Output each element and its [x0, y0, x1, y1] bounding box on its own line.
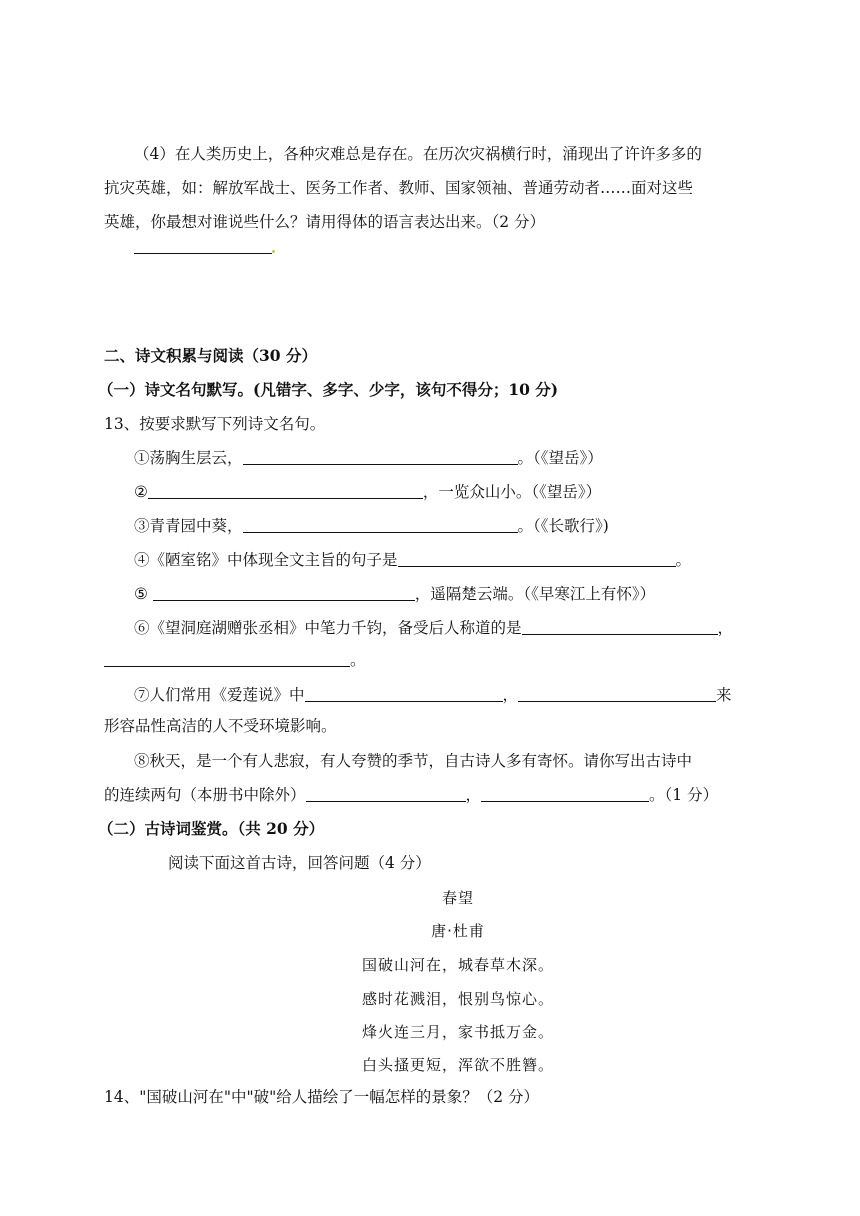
poem-line: 国破山河在，城春草木深。: [361, 956, 554, 974]
section-heading: 二、诗文积累与阅读（30 分）: [104, 346, 317, 365]
blank-6b[interactable]: [104, 650, 350, 667]
q4-line-3: 英雄，你最想对谁说些什么？请用得体的语言表达出来。（2 分）: [104, 213, 546, 231]
item-1-text: ①荡胸生层云，: [134, 449, 243, 467]
item-8-line-2: [104, 784, 718, 806]
item-4-end: 。: [675, 551, 692, 569]
part2-heading: （二）古诗词鉴赏。（共 20 分）: [98, 819, 325, 838]
item-2-text: ②: [134, 483, 148, 501]
item-5-text: ⑤: [134, 585, 153, 603]
blank-8b[interactable]: [481, 785, 649, 802]
poem-author: 唐·杜甫: [431, 922, 485, 940]
q4-line-1: （4）在人类历史上，各种灾难总是存在。在历次灾祸横行时，涌现出了许许多多的: [134, 145, 702, 163]
q4-line-2: 抗灾英雄，如：解放军战士、医务工作者、教师、国家领袖、普通劳动者……面对这些: [104, 179, 694, 197]
poem-intro: 阅读下面这首古诗，回答问题（4 分）: [168, 854, 431, 872]
item-6-comma: ，: [717, 619, 734, 637]
blank-4[interactable]: [398, 550, 676, 567]
item-8-line-1: ⑧秋天，是一个有人悲寂，有人夸赞的季节，自古诗人多有寄怀。请你写出古诗中: [134, 752, 693, 770]
answer-blank[interactable]: [134, 237, 272, 254]
item-1-source: 。（《望岳》）: [517, 449, 603, 467]
item-2-source: ，一览众山小。（《望岳》）: [422, 483, 602, 501]
item-7-text: ⑦人们常用《爱莲说》中: [134, 686, 305, 704]
poem-title: 春望: [441, 889, 474, 907]
blank-7a[interactable]: [305, 685, 503, 702]
item-4: [134, 549, 691, 571]
item-8-score: 。（1 分）: [649, 786, 719, 804]
q4-answer-line[interactable]: [134, 236, 275, 258]
item-6-text: ⑥《望洞庭湖赠张丞相》中笔力千钧，备受后人称道的是: [134, 619, 522, 637]
item-8-comma: ，: [465, 786, 482, 804]
blank-2[interactable]: [148, 482, 423, 499]
blank-8a[interactable]: [306, 785, 466, 802]
blank-3[interactable]: [243, 516, 518, 533]
poem-line: 烽火连三月，家书抵万金。: [361, 1023, 554, 1041]
item-3: [134, 515, 609, 537]
item-7: [134, 684, 732, 706]
blank-5[interactable]: [153, 584, 415, 601]
q13-prompt: 13、按要求默写下列诗文名句。: [104, 415, 326, 433]
item-7-line-2: 形容品性高洁的人不受环境影响。: [104, 717, 337, 735]
item-3-source: 。（《长歌行》): [517, 517, 609, 535]
item-4-text: ④《陋室铭》中体现全文主旨的句子是: [134, 551, 398, 569]
blank-7b[interactable]: [518, 685, 716, 702]
item-5-source: ，遥隔楚云端。（《早寒江上有怀》）: [414, 585, 656, 603]
item-3-text: ③青青园中葵，: [134, 517, 243, 535]
item-1: [134, 447, 603, 469]
item-6: [134, 617, 733, 639]
item-8-text: 的连续两句（本册书中除外）: [104, 786, 306, 804]
blank-1[interactable]: [243, 448, 518, 465]
item-7-comma: ，: [502, 686, 519, 704]
blank-6a[interactable]: [522, 618, 718, 635]
poem-line: 白头搔更短，浑欲不胜簪。: [361, 1056, 554, 1074]
item-6-line-2: [104, 649, 366, 671]
q14-prompt: 14、"国破山河在"中"破"给人描绘了一幅怎样的景象？（2 分）: [104, 1088, 540, 1106]
item-5: [134, 583, 655, 605]
item-2: [134, 481, 601, 503]
poem-line: 感时花溅泪，恨别鸟惊心。: [361, 990, 554, 1008]
item-7-tail: 来: [716, 686, 732, 704]
mark-dot: [272, 250, 275, 253]
part1-heading: （一）诗文名句默写。(凡错字、多字、少字，该句不得分；10 分): [98, 380, 559, 399]
item-6-end: 。: [350, 651, 366, 669]
